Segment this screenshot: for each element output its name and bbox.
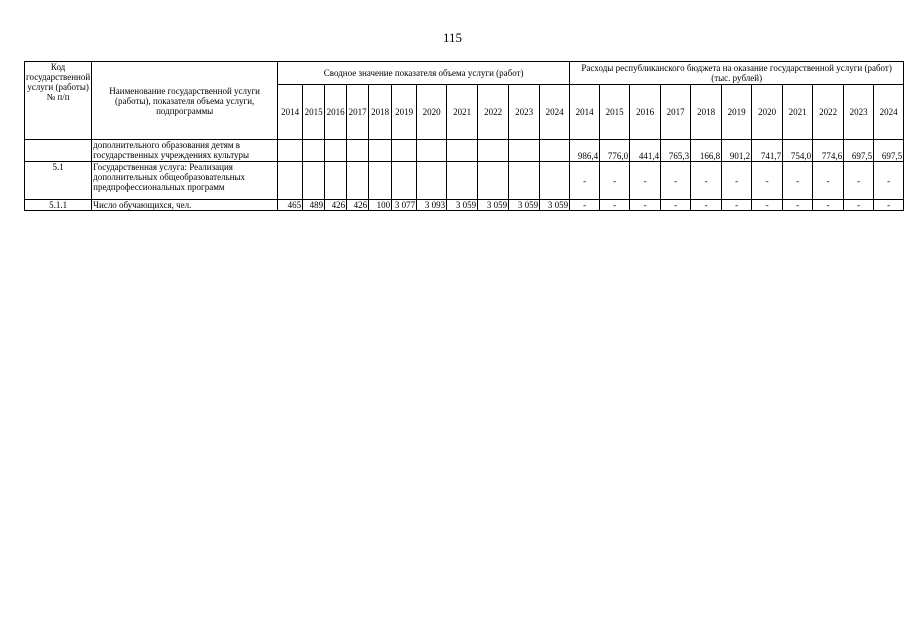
budget-year-header: 2016 [630,85,661,140]
budget-cell: 986,4 [570,140,600,162]
row-name: дополнительного образования детям в государственных учреждениях культуры [92,140,278,162]
volume-cell [447,140,478,162]
budget-year-header: 2021 [783,85,813,140]
volume-year-header: 2022 [478,85,509,140]
volume-cell [303,140,325,162]
header-volume-group: Сводное значение показателя объема услуги (работ) [278,62,570,85]
budget-cell: 774,6 [813,140,844,162]
volume-year-header: 2023 [509,85,540,140]
budget-cell: - [661,200,691,211]
budget-cell: 754,0 [783,140,813,162]
row-name: Число обучающихся, чел. [92,200,278,211]
budget-cell: - [600,162,630,200]
budget-cell: 741,7 [752,140,783,162]
volume-cell [540,140,570,162]
budget-cell: - [874,200,904,211]
budget-cell: - [813,162,844,200]
volume-cell [347,162,369,200]
budget-cell: 776,0 [600,140,630,162]
volume-cell [447,162,478,200]
table-row [25,162,904,200]
header-row-groups [25,62,904,85]
budget-cell: - [783,162,813,200]
header-code: Код государственной услуги (работы) № п/п [25,62,92,140]
budget-cell: - [813,200,844,211]
budget-cell: - [722,162,752,200]
page-number: 115 [442,30,463,45]
budget-year-header: 2018 [691,85,722,140]
row-code: 5.1.1 [25,200,92,211]
volume-year-header: 2016 [325,85,347,140]
budget-cell: 441,4 [630,140,661,162]
volume-cell [392,162,417,200]
budget-table [24,61,904,211]
volume-cell [478,140,509,162]
volume-cell [303,162,325,200]
volume-cell [509,162,540,200]
budget-cell: - [661,162,691,200]
budget-cell: - [844,162,874,200]
budget-year-header: 2022 [813,85,844,140]
volume-cell: 465 [278,200,303,211]
volume-cell [278,162,303,200]
table-row [25,200,904,211]
budget-cell: - [630,200,661,211]
budget-cell: 765,3 [661,140,691,162]
volume-cell: 489 [303,200,325,211]
volume-cell [540,162,570,200]
budget-cell: - [722,200,752,211]
volume-cell [369,162,392,200]
volume-year-header: 2014 [278,85,303,140]
volume-cell [369,140,392,162]
volume-cell [278,140,303,162]
budget-year-header: 2017 [661,85,691,140]
budget-cell: - [874,162,904,200]
budget-cell: - [691,162,722,200]
budget-cell: 166,8 [691,140,722,162]
volume-cell [417,140,447,162]
budget-cell: - [570,162,600,200]
budget-cell: - [630,162,661,200]
volume-cell: 426 [347,200,369,211]
budget-cell: - [752,162,783,200]
volume-cell [392,140,417,162]
budget-year-header: 2023 [844,85,874,140]
volume-cell: 100 [369,200,392,211]
volume-year-header: 2020 [417,85,447,140]
budget-cell: 697,5 [844,140,874,162]
volume-cell: 3 059 [540,200,570,211]
budget-cell: 697,5 [874,140,904,162]
budget-year-header: 2014 [570,85,600,140]
volume-year-header: 2019 [392,85,417,140]
budget-cell: - [783,200,813,211]
header-budget-group: Расходы республиканского бюджета на оказание государственной услуги (работ) (тыс. рублей) [570,62,904,85]
volume-cell [478,162,509,200]
header-name: Наименование государственной услуги (работы), показателя объема услуги, подпрограммы [92,62,278,140]
budget-year-header: 2020 [752,85,783,140]
volume-cell: 3 059 [478,200,509,211]
volume-year-header: 2015 [303,85,325,140]
volume-cell [325,140,347,162]
budget-cell: - [844,200,874,211]
budget-cell: - [600,200,630,211]
volume-cell: 3 059 [509,200,540,211]
budget-cell: - [691,200,722,211]
volume-year-header: 2017 [347,85,369,140]
volume-cell [417,162,447,200]
row-name: Государственная услуга: Реализация дополнительных общеобразовательных предпрофессиональных программ [92,162,278,200]
budget-year-header: 2024 [874,85,904,140]
budget-cell: - [752,200,783,211]
volume-year-header: 2021 [447,85,478,140]
volume-cell: 3 059 [447,200,478,211]
volume-cell [347,140,369,162]
budget-year-header: 2015 [600,85,630,140]
table-row [25,140,904,162]
volume-cell [325,162,347,200]
volume-year-header: 2024 [540,85,570,140]
row-code: 5.1 [25,162,92,200]
volume-cell [509,140,540,162]
volume-cell: 426 [325,200,347,211]
budget-cell: - [570,200,600,211]
row-code [25,140,92,162]
budget-cell: 901,2 [722,140,752,162]
volume-cell: 3 077 [392,200,417,211]
volume-cell: 3 093 [417,200,447,211]
budget-year-header: 2019 [722,85,752,140]
volume-year-header: 2018 [369,85,392,140]
